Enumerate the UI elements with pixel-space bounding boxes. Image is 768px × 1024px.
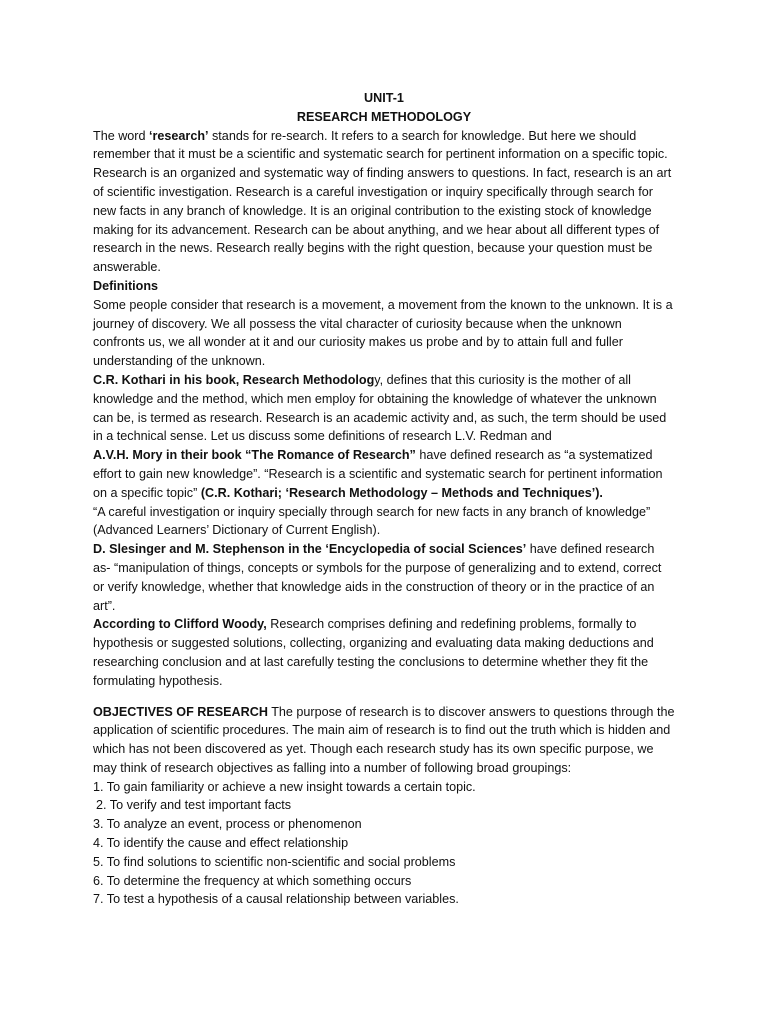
mory-bold: A.V.H. Mory in their book “The Romance of Research” <box>93 448 416 463</box>
objectives-paragraph <box>93 703 675 778</box>
woody-text: Research comprises defining and redefining problems, formally to hypothesis or suggested solutions, collecting, organizing and evaluating data making deductions and researching conclusion and at last carefully testing the conclusions to determine whether they fit the formulating hypothesis. <box>93 617 654 688</box>
list-item: 5. To find solutions to scientific non-scientific and social problems <box>93 854 456 869</box>
mory-bold-citation: (C.R. Kothari; ‘Research Methodology – Methods and Techniques’). <box>200 485 603 500</box>
list-item: 7. To test a hypothesis of a causal relationship between variables. <box>93 892 459 907</box>
mory-text-1: have defined research as “a systematized effort to gain new knowledge”. “Research is a scientific and systematic search for pertinent information on a specific topic” <box>93 448 663 500</box>
slesinger-paragraph <box>93 540 675 615</box>
slesinger-text: have defined research as- “manipulation of things, concepts or symbols for the purpose of generalizing and to extend, correct or verify knowledge, whether that knowledge aids in the construction of theory or in the practice of an art”. <box>93 542 662 613</box>
intro-bold-term: ‘research’ <box>149 128 209 143</box>
list-item: 6. To determine the frequency at which something occurs <box>93 873 412 888</box>
document-page <box>93 89 675 909</box>
objectives-list <box>93 778 675 910</box>
unit-title: UNIT-1 <box>364 91 404 105</box>
paragraph-gap <box>93 691 675 703</box>
intro-text-2: stands for re-search. It refers to a search for knowledge. But here we should remember that it must be a scientific and systematic search for pertinent information on a specific topic. Research is an organized and systematic way of finding answers to questions. In fact, research is an art of scientific investigation. Research is a careful investigation or inquiry specifically through search for new facts in any branch of knowledge. It is an original contribution to the existing stock of knowledge making for its advancement. Research can be about anything, and we hear about all different types of research in the news. Research really begins with the right question, because your question must be answerable. <box>93 128 672 275</box>
objectives-heading: OBJECTIVES OF RESEARCH <box>93 704 268 719</box>
woody-paragraph <box>93 615 675 690</box>
mory-paragraph <box>93 446 675 502</box>
kothari-bold: C.R. Kothari in his book, Research Methodolog <box>93 372 375 387</box>
definitions-paragraph: Some people consider that research is a movement, a movement from the known to the unknown. It is a journey of discovery. We all possess the vital character of curiosity because when the unknown confronts us, we all wonder at it and our curiosity makes us probe and by to attain full and fuller understanding of the unknown. <box>93 297 673 369</box>
kothari-paragraph <box>93 371 675 446</box>
intro-paragraph <box>93 127 675 277</box>
kothari-text: y, defines that this curiosity is the mother of all knowledge and the method, which men employ for obtaining the knowledge of whatever the unknown can be, is termed as research. Research is an academic activity and, as such, the term should be used in a technical sense. Let us discuss some definitions of research L.V. Redman and <box>93 372 667 444</box>
intro-text-1: The word <box>93 128 149 143</box>
definitions-heading <box>93 277 675 296</box>
slesinger-bold: D. Slesinger and M. Stephenson in the ‘Encyclopedia of social Sciences’ <box>93 542 527 557</box>
list-item: 2. To verify and test important facts <box>96 798 292 813</box>
objectives-text: The purpose of research is to discover answers to questions through the application of scientific procedures. The main aim of research is to find out the truth which is hidden and which has not been discovered as yet. Though each research study has its own specific purpose, we may think of research objectives as falling into a number of following broad groupings: <box>93 704 675 775</box>
definitions-heading-text: Definitions <box>93 278 159 293</box>
list-item: 4. To identify the cause and effect relationship <box>93 836 349 851</box>
dictionary-definition: “A careful investigation or inquiry specially through search for new facts in any branch of knowledge” (Advanced Learners’ Dictionary of Current English). <box>93 504 651 538</box>
list-item: 1. To gain familiarity or achieve a new insight towards a certain topic. <box>93 779 476 794</box>
list-item: 3. To analyze an event, process or phenomenon <box>93 817 362 832</box>
document-title: RESEARCH METHODOLOGY <box>296 109 472 124</box>
woody-bold: According to Clifford Woody, <box>93 617 267 632</box>
